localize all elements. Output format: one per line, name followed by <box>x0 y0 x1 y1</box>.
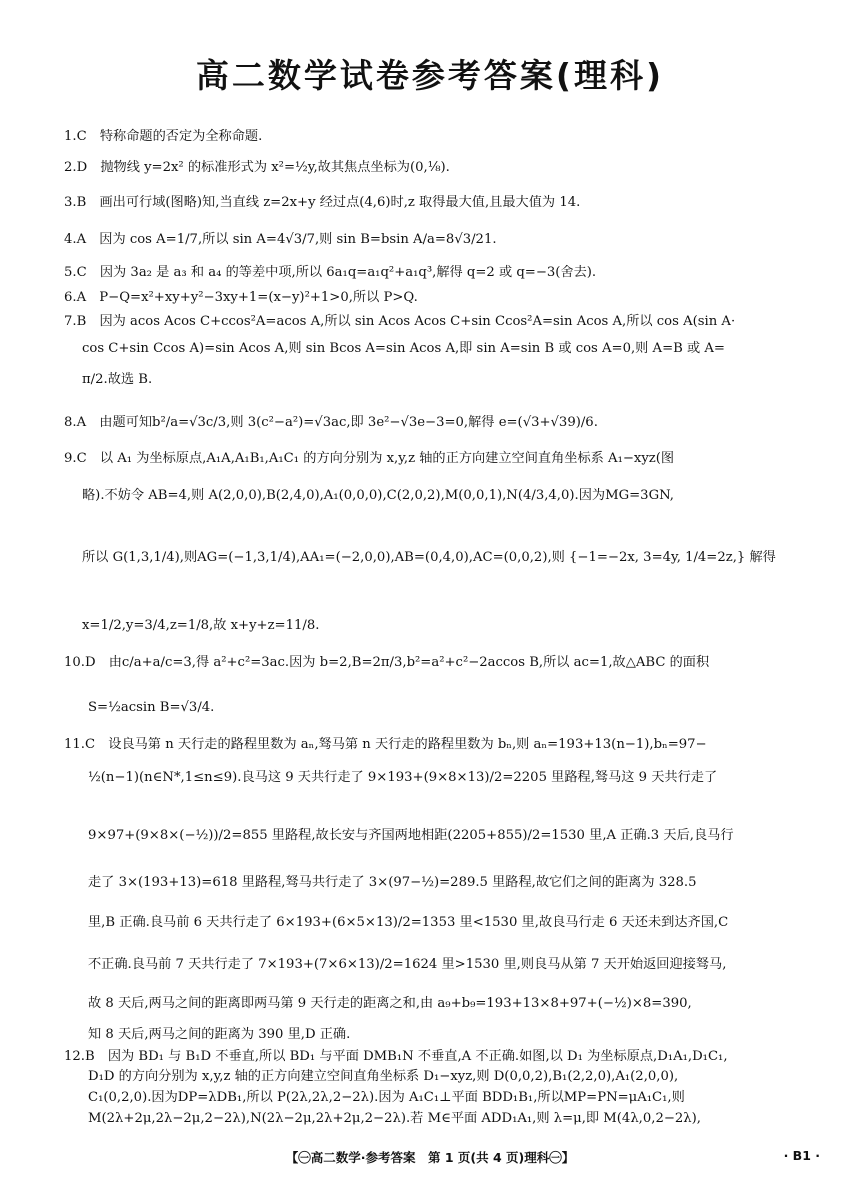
answer-8: 8.A 由题可知b²/a=√3c/3,则 3(c²−a²)=√3ac,即 3e²−√3e−3=0,解得 e=(√3+√39)/6. <box>64 415 598 430</box>
answer-12-line-2: D₁D 的方向分别为 x,y,z 轴的正方向建立空间直角坐标系 D₁−xyz,则 D(0,0,2),B₁(2,2,0),A₁(2,0,0), <box>88 1069 679 1084</box>
answer-11-line-6: 不正确.良马前 7 天共行走了 7×193+(7×6×13)/2=1624 里>1530 里,则良马从第 7 天开始返回迎接驽马, <box>88 957 727 972</box>
answer-5: 5.C 因为 3a₂ 是 a₃ 和 a₄ 的等差中项,所以 6a₁q=a₁q²+a₁q³,解得 q=2 或 q=−3(舍去). <box>64 265 597 280</box>
answer-11-line-3: 9×97+(9×8×(−½))/2=855 里路程,故长安与齐国两地相距(2205+855)/2=1530 里,A 正确.3 天后,良马行 <box>88 828 734 843</box>
answer-11-line-8: 知 8 天后,两马之间的距离为 390 里,D 正确. <box>88 1027 351 1042</box>
answer-9-line-2: 略).不妨令 AB=4,则 A(2,0,0),B(2,4,0),A₁(0,0,0),C(2,0,2),M(0,0,1),N(4/3,4,0).因为MG=3GN, <box>82 488 674 503</box>
answer-9-line-1: 9.C 以 A₁ 为坐标原点,A₁A,A₁B₁,A₁C₁ 的方向分别为 x,y,z 轴的正方向建立空间直角坐标系 A₁−xyz(图 <box>64 451 675 466</box>
answer-10-line-1: 10.D 由c/a+a/c=3,得 a²+c²=3ac.因为 b=2,B=2π/3,b²=a²+c²−2accos B,所以 ac=1,故△ABC 的面积 <box>64 655 710 670</box>
answer-12-line-1: 12.B 因为 BD₁ 与 B₁D 不垂直,所以 BD₁ 与平面 DMB₁N 不垂直,A 不正确.如图,以 D₁ 为坐标原点,D₁A₁,D₁C₁, <box>64 1049 728 1064</box>
page-title: 高二数学试卷参考答案(理科) <box>195 56 665 95</box>
answer-4: 4.A 因为 cos A=1/7,所以 sin A=4√3/7,则 sin B=bsin A/a=8√3/21. <box>64 232 497 247</box>
answer-7-line-1: 7.B 因为 acos Acos C+ccos²A=acos A,所以 sin Acos Acos C+sin Ccos²A=sin Acos A,所以 cos A(sin A· <box>64 314 736 329</box>
answer-12-line-4: M(2λ+2μ,2λ−2μ,2−2λ),N(2λ−2μ,2λ+2μ,2−2λ).若 M∈平面 ADD₁A₁,则 λ=μ,即 M(4λ,0,2−2λ), <box>88 1111 701 1126</box>
answer-7-line-3: π/2.故选 B. <box>82 372 153 387</box>
answer-11-line-1: 11.C 设良马第 n 天行走的路程里数为 aₙ,驽马第 n 天行走的路程里数为 bₙ,则 aₙ=193+13(n−1),bₙ=97− <box>64 737 707 752</box>
answer-9-line-4: x=1/2,y=3/4,z=1/8,故 x+y+z=11/8. <box>82 618 320 633</box>
answer-9-line-3: 所以 G(1,3,1/4),则AG=(−1,3,1/4),AA₁=(−2,0,0),AB=(0,4,0),AC=(0,0,2),则 {−1=−2x, 3=4y, 1/4=2z,} 解得 <box>82 550 776 565</box>
answer-3: 3.B 画出可行域(图略)知,当直线 z=2x+y 经过点(4,6)时,z 取得最大值,且最大值为 14. <box>64 195 581 210</box>
answer-10-line-2: S=½acsin B=√3/4. <box>88 700 215 715</box>
answer-11-line-4: 走了 3×(193+13)=618 里路程,驽马共行走了 3×(97−½)=289.5 里路程,故它们之间的距离为 328.5 <box>88 875 697 890</box>
answer-2: 2.D 抛物线 y=2x² 的标准形式为 x²=½y,故其焦点坐标为(0,⅛). <box>64 160 450 175</box>
answer-1: 1.C 特称命题的否定为全称命题. <box>64 129 263 144</box>
answer-11-line-5: 里,B 正确.良马前 6 天共行走了 6×193+(6×5×13)/2=1353 里<1530 里,故良马行走 6 天还未到达齐国,C <box>88 915 729 930</box>
answer-11-line-7: 故 8 天后,两马之间的距离即两马第 9 天行走的距离之和,由 a₉+b₉=193+13×8+97+(−½)×8=390, <box>88 996 692 1011</box>
page-code: · B1 · <box>783 1148 820 1163</box>
answer-6: 6.A P−Q=x²+xy+y²−3xy+1=(x−y)²+1>0,所以 P>Q. <box>64 290 418 305</box>
answer-11-line-2: ½(n−1)(n∈N*,1≤n≤9).良马这 9 天共行走了 9×193+(9×8×13)/2=2205 里路程,驽马这 9 天共行走了 <box>88 770 718 785</box>
answer-7-line-2: cos C+sin Ccos A)=sin Acos A,则 sin Bcos A=sin Acos A,即 sin A=sin B 或 cos A=0,则 A=B 或 A= <box>82 341 725 356</box>
answer-12-line-3: C₁(0,2,0).因为DP=λDB₁,所以 P(2λ,2λ,2−2λ).因为 A₁C₁⊥平面 BDD₁B₁,所以MP=PN=μA₁C₁,则 <box>88 1090 685 1105</box>
page-footer: 【㊀高二数学·参考答案 第 1 页(共 4 页)理科㊀】 <box>285 1150 575 1165</box>
